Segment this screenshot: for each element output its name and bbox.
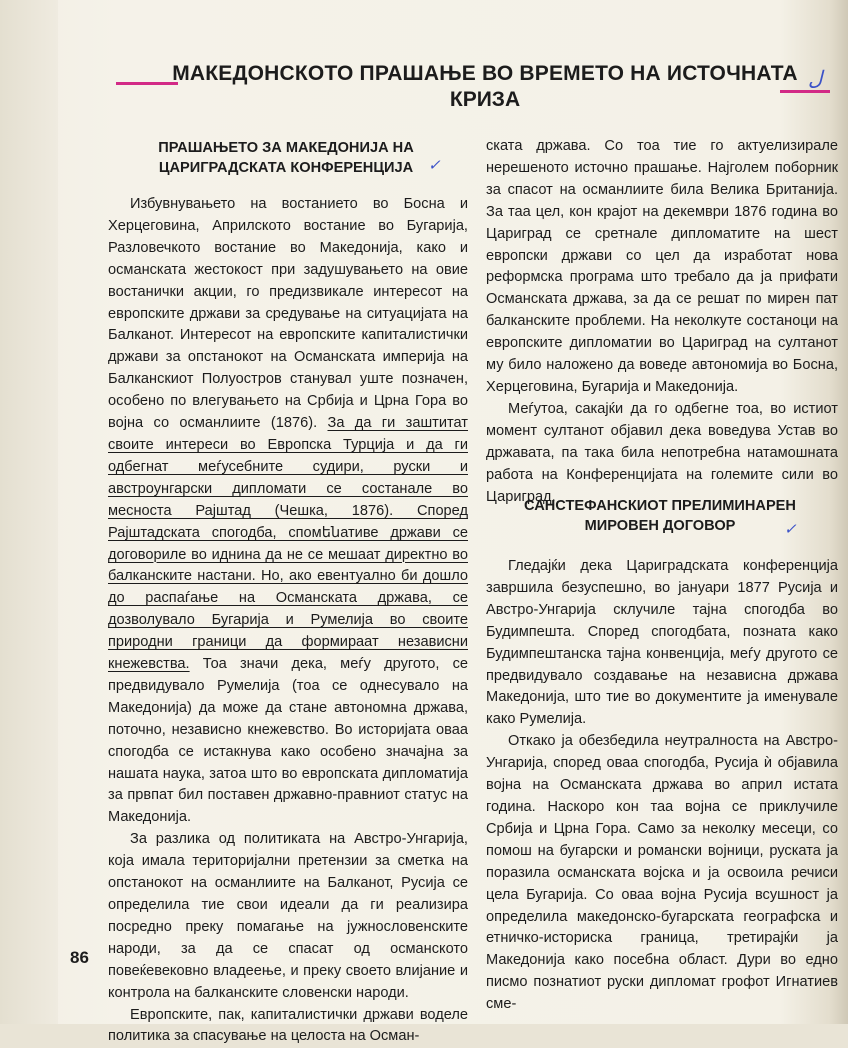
section-heading-line2: ЦАРИГРАДСКАТА КОНФЕРЕНЦИЈА <box>158 160 414 176</box>
right-column <box>486 136 838 508</box>
paragraph-text: Тоа значи дека, меѓу другото, се предвидувало Румелија (тоа се однесувало на Македонија) да може да стане автономна држава, поточно, независно кнежевство. Во историјата оваа спогодба се истакнува како особено значајна за нашата наука, затоа што во европската дипломатија за првпат бил поставен државно-правниот статус на Македонија. <box>108 656 468 826</box>
pen-mark-heading2: ✓ <box>784 521 797 538</box>
right-column-lower <box>486 556 838 1016</box>
section-heading-line1: ПРАШАЊЕТО ЗА МАКЕДОНИЈА НА <box>158 140 414 156</box>
section-heading-san-stefano <box>490 496 830 536</box>
paragraph <box>108 194 468 829</box>
pen-mark-heading1: ✓ <box>428 157 441 174</box>
chapter-title-line1: МАКЕДОНСКОТО ПРАШАЊЕ ВО ВРЕМЕТО НА ИСТОЧНАТА <box>172 62 798 85</box>
section-heading-line2: МИРОВЕН ДОГОВОР <box>584 518 736 534</box>
section-heading-line1: САНСТЕФАНСКИОТ ПРЕЛИМИНАРЕН <box>524 498 796 514</box>
paragraph: Откако ја обезбедила неутралноста на Австро-Унгарија, според оваа спогодба, Русија ѝ објавила војна на Османската држава во април истата година. Наскоро кон таа војна се приклучиле Србија и Црна Гора. Само за неколку месеци, со помош на бугарски и романски војници, руската ја поразила османската војска и ја освоила речиси цела Бугарија. Со оваа војна Русија всушност ја определила македонско-бугарската географска и етничко-историска граница, третирајќи ја Македонија како посебна област. Дури во едно писмо познатиот руски дипломат грофот Игнатиев сме- <box>486 733 838 1013</box>
chapter-title <box>110 62 830 112</box>
paragraph-text: Избувнувањето на востанието во Босна и Херцеговина, Априлското востание во Бугарија, Разловечкото востание во Македонија, како и османската жестокост при задушувањето на овие востанички акции, го предизвикале интересот на европските држави за средување на ситуацијата на Балканот. Интересот на европските капиталистички држави за опстанокот на Османската империја на Балканскиот Полуостров станувал уште позначен, особено по влегувањето на Србија и Црна Гора во војна со османлиите (1876). <box>108 196 468 432</box>
paragraph: За разлика од политиката на Австро-Унгарија, која имала територијални претензии за сметка на опстанокот на османлиите на Балканот, Русија се определила тие свои идеали да ги реализира посредно преку помагање на јужнословенските народи, за да се спасат од османското повеќевековно владеење, и преку своето влијание и контрола на балканските словенски народи. <box>108 831 468 1001</box>
page-gutter <box>0 0 58 1024</box>
pen-mark-title: ﻝ <box>808 68 823 90</box>
section-heading-tsarigrad <box>112 138 460 178</box>
paragraph: ската држава. Со тоа тие го актуелизирале нерешеното источно прашање. Најголем поборник за спасот на османлиите била Велика Британија. За таа цел, кон крајот на декември 1876 година во Цариград се сретнале дипломатите на шест европски држави со цел да изработат нова реформска програма што требало да ја прифати Османската држава, за да се решат по мирен пат балканските проблеми. На неколкуте состаноци на европските дипломатии во Цариград на султанот му било наложено да воведе автономија во Босна, Херцеговина, Бугарија и Македонија. <box>486 138 838 395</box>
page-number: 86 <box>70 948 89 967</box>
chapter-title-line2: КРИЗА <box>449 88 521 111</box>
underlined-text: За да ги заштитат своите интереси во Европска Турција и да ги одбегнат меѓусебните судири, руски и австроунгарски дипломати се состанале во месноста Рајштад (Чешка, 1876). Според Рајштадската спогодба, спомենативе држави се договориле во иднина да не се мешаат директно во балканските настани. Но, ако евентуално би дошло до распаѓање на Османската држава, се дозволувало Бугарија и Румелија во своите природни граници да формираат независни кнежевства. <box>108 415 468 673</box>
left-column <box>108 194 468 1048</box>
paragraph: Меѓутоа, сакајќи да го одбегне тоа, во истиот момент султанот објавил дека воведува Устав во државата, па така била непотребна натамошната работа на Конференцијата на големите сили во Цариград. <box>486 400 838 505</box>
paragraph: Европските, пак, капиталистички држави воделе политика за спасување на целоста на Осман- <box>108 1006 468 1045</box>
paragraph: Гледајќи дека Цариградската конференција завршила безуспешно, во јануари 1877 Русија и Австро-Унгарија склучиле тајна спогодба во Будимпешта. Според спогодбата, позната како Будимпештанска тајна конвенција, меѓу другото се предвидувало создавање на независна држава Македонија, што тие во документите ја именувале како Румелија. <box>486 558 838 728</box>
